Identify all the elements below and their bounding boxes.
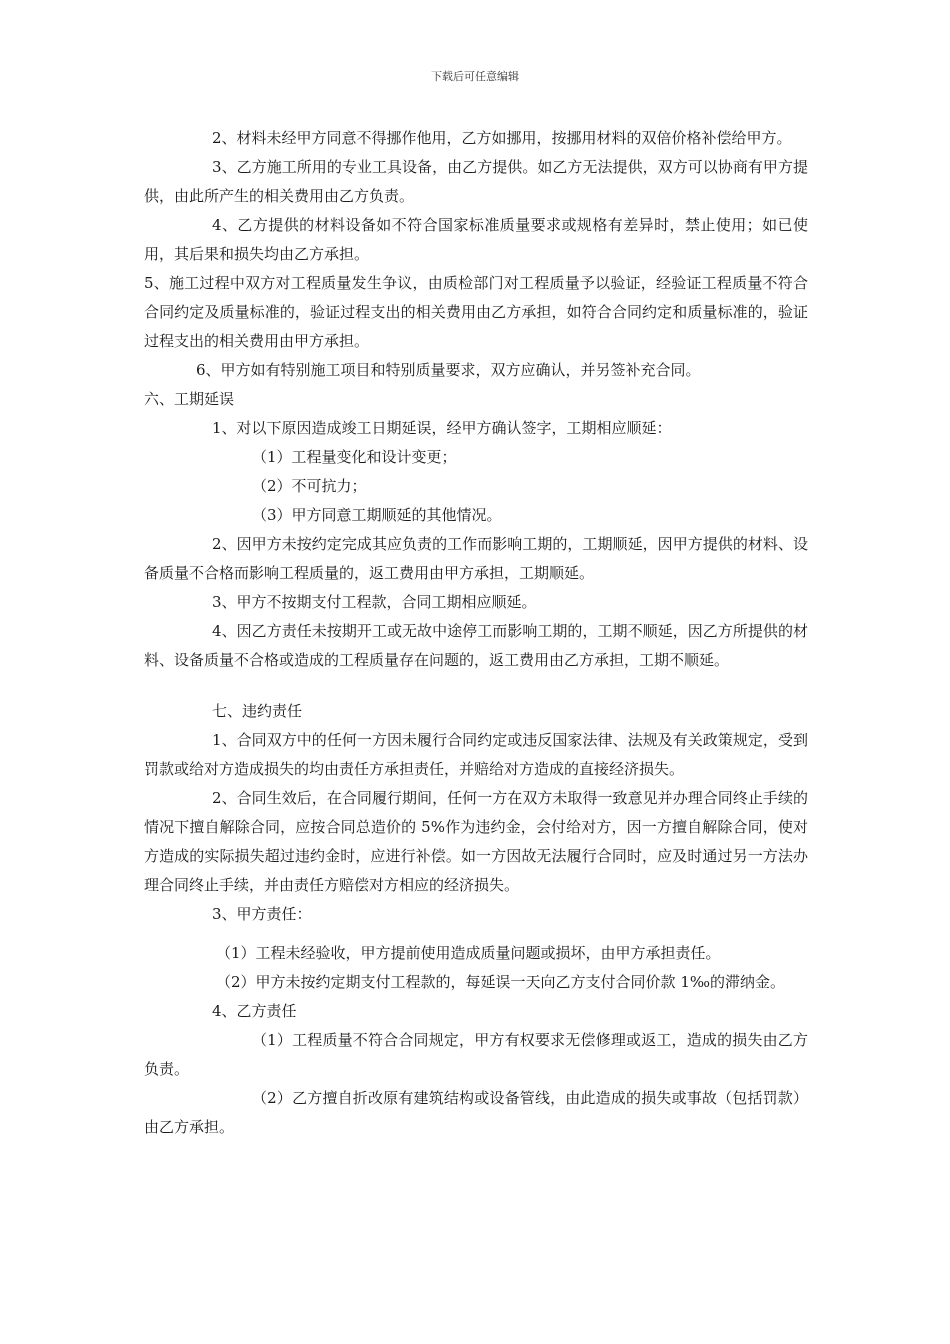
clause-quality-dispute: 5、施工过程中双方对工程质量发生争议，由质检部门对工程质量予以验证，经验证工程质量不符合合同约定及质量标准的，验证过程支出的相关费用由乙方承担，如符合合同约定和质量标准的，验证过程支出的相关费用由甲方承担。 bbox=[144, 274, 808, 350]
section-title-liability: 七、违约责任 bbox=[212, 702, 303, 720]
section-spacer bbox=[144, 675, 808, 697]
clause-party-a-delay: 2、因甲方未按约定完成其应负责的工作而影响工期的，工期顺延，因甲方提供的材料、设备质量不合格而影响工程质量的，返工费用由甲方承担，工期顺延。 bbox=[144, 535, 808, 582]
spacer bbox=[144, 929, 808, 939]
clause-material-misuse: 2、材料未经甲方同意不得挪作他用，乙方如挪用，按挪用材料的双倍价格补偿给甲方。 bbox=[212, 129, 792, 147]
page-header: 下载后可任意编辑 bbox=[431, 70, 519, 83]
clause-delay-causes: 1、对以下原因造成竣工日期延误，经甲方确认签字，工期相应顺延： bbox=[212, 419, 672, 437]
clause-tools-equipment: 3、乙方施工所用的专业工具设备，由乙方提供。如乙方无法提供，双方可以协商有甲方提供，由此所产生的相关费用由乙方负责。 bbox=[144, 158, 808, 205]
party-a-liability-item: （2）甲方未按约定期支付工程款的，每延误一天向乙方支付合同价款 1‰的滞纳金。 bbox=[216, 973, 785, 991]
clause-party-a-liability: 3、甲方责任： bbox=[212, 905, 312, 923]
clause-party-b-liability: 4、乙方责任 bbox=[212, 1002, 297, 1020]
party-a-liability-item: （1）工程未经验收，甲方提前使用造成质量问题或损坏，由甲方承担责任。 bbox=[216, 944, 721, 962]
delay-cause-item: （1）工程量变化和设计变更； bbox=[252, 448, 457, 466]
clause-special-requirements: 6、甲方如有特别施工项目和特别质量要求，双方应确认，并另签补充合同。 bbox=[196, 361, 701, 379]
clause-party-b-delay: 4、因乙方责任未按期开工或无故中途停工而影响工期的，工期不顺延，因乙方所提供的材料、设备质量不合格或造成的工程质量存在问题的，返工费用由乙方承担，工期不顺延。 bbox=[144, 622, 808, 669]
clause-material-standards: 4、乙方提供的材料设备如不符合国家标准质量要求或规格有差异时，禁止使用；如已使用，其后果和损失均由乙方承担。 bbox=[144, 216, 808, 263]
section-title-delay: 六、工期延误 bbox=[144, 390, 235, 408]
clause-termination: 2、合同生效后，在合同履行期间，任何一方在双方未取得一致意见并办理合同终止手续的情况下擅自解除合同，应按合同总造价的 5%作为违约金，会付给对方，因一方擅自解除合同，使对方造成的实际损失超过违约金时，应进行补偿。如一方因故无法履行合同时，应及时通过另一方法办理合同终止手续，并由责任方赔偿对方相应的经济损失。 bbox=[144, 789, 808, 894]
document-body bbox=[144, 124, 808, 1142]
delay-cause-item: （2）不可抗力； bbox=[252, 477, 367, 495]
party-b-liability-item: （1）工程质量不符合合同规定，甲方有权要求无偿修理或返工，造成的损失由乙方负责。 bbox=[144, 1031, 808, 1078]
clause-breach-general: 1、合同双方中的任何一方因未履行合同约定或违反国家法律、法规及有关政策规定，受到罚款或给对方造成损失的均由责任方承担责任，并赔给对方造成的直接经济损失。 bbox=[144, 731, 808, 778]
delay-cause-item: （3）甲方同意工期顺延的其他情况。 bbox=[252, 506, 502, 524]
party-b-liability-item: （2）乙方擅自折改原有建筑结构或设备管线，由此造成的损失或事故（包括罚款）由乙方承担。 bbox=[144, 1089, 808, 1136]
clause-payment-delay: 3、甲方不按期支付工程款，合同工期相应顺延。 bbox=[212, 593, 537, 611]
